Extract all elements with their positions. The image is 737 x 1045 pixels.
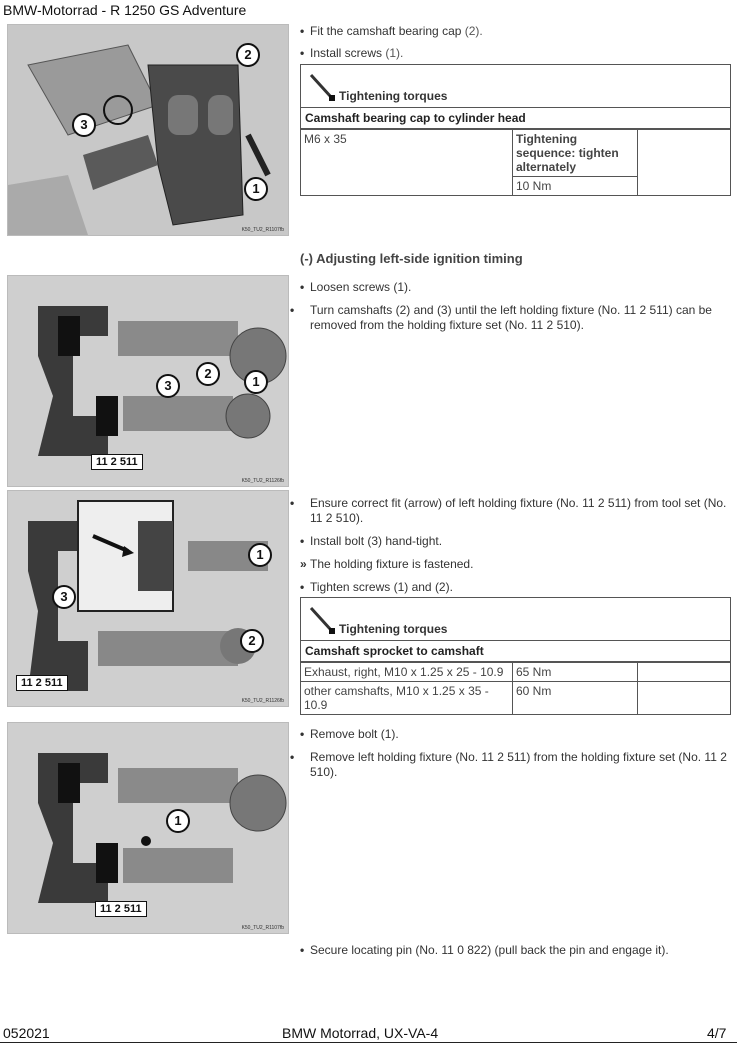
step-loosen-screws: • Loosen screws (1). — [300, 280, 412, 294]
footer-divider — [0, 1042, 737, 1043]
engine-illustration — [8, 491, 288, 706]
step-turn-camshafts: • Turn camshafts (2) and (3) until the left holding fixture (No. 11 2 511) can be removed from the holding fixture set (No. 11 2 510). — [290, 303, 712, 332]
step-secure-locating-pin: • Secure locating pin (No. 11 0 822) (pull back the pin and engage it). — [300, 943, 669, 957]
footer-date: 052021 — [3, 1025, 50, 1041]
callout-1: 1 — [244, 370, 268, 394]
tool-number-label: 11 2 511 — [16, 675, 68, 691]
wrench-icon — [309, 606, 337, 636]
figure-camshaft-bearing-cap — [7, 24, 289, 236]
engine-illustration — [8, 723, 288, 933]
tool-number-label: 11 2 511 — [91, 454, 143, 470]
callout-1: 1 — [244, 177, 268, 201]
step-result-fixture-fastened: » The holding fixture is fastened. — [300, 557, 474, 571]
callout-2: 2 — [196, 362, 220, 386]
callout-2: 2 — [236, 43, 260, 67]
torque-table-bearing-cap — [300, 64, 731, 196]
table-row: other camshafts, M10 x 1.25 x 35 - 10.9 60 Nm — [301, 682, 730, 715]
step-remove-fixture: • Remove left holding fixture (No. 11 2 511) from the holding fixture set (No. 11 2 510). — [290, 750, 727, 779]
step-install-bolt: • Install bolt (3) hand-tight. — [300, 534, 443, 548]
footer-page-number: 4/7 — [707, 1025, 727, 1041]
step-install-screws: • Install screws (1). — [300, 46, 404, 60]
torque-table-heading: Tightening torques — [301, 598, 730, 641]
callout-3: 3 — [156, 374, 180, 398]
torque-values-table — [301, 129, 730, 195]
tool-number-label: 11 2 511 — [95, 901, 147, 917]
document-header: BMW-Motorrad - R 1250 GS Adventure — [3, 2, 247, 18]
callout-3: 3 — [72, 113, 96, 137]
torque-sequence: Tightening sequence: tighten alternately — [513, 130, 638, 177]
callout-1: 1 — [248, 543, 272, 567]
step-ensure-fit: • Ensure correct fit (arrow) of left holding fixture (No. 11 2 511) from tool set (No. 11 2 510). — [290, 496, 727, 525]
step-remove-bolt: • Remove bolt (1). — [300, 727, 399, 741]
torque-value: 10 Nm — [513, 177, 638, 196]
torque-table-heading: Tightening torques — [301, 65, 730, 108]
callout-1: 1 — [166, 809, 190, 833]
torque-spec: M6 x 35 — [301, 130, 513, 196]
torque-table-sprocket — [300, 597, 731, 715]
wrench-icon — [309, 73, 337, 103]
torque-component: Camshaft bearing cap to cylinder head — [301, 108, 730, 129]
footer-title: BMW Motorrad, UX-VA-4 — [282, 1025, 439, 1041]
step-tighten-screws: • Tighten screws (1) and (2). — [300, 580, 453, 594]
table-row: Exhaust, right, M10 x 1.25 x 25 - 10.9 65 Nm — [301, 663, 730, 682]
figure-left-holding-fixture-removal — [7, 275, 289, 487]
callout-3: 3 — [52, 585, 76, 609]
figure-remove-bolt — [7, 722, 289, 934]
torque-component: Camshaft sprocket to camshaft — [301, 641, 730, 662]
figure-code: K50_TU2_R1126fb — [241, 698, 284, 704]
figure-holding-fixture-fit — [7, 490, 289, 707]
torque-values-table — [301, 662, 730, 714]
figure-code: K50_TU2_R1107fb — [241, 925, 284, 931]
section-title: (-) Adjusting left-side ignition timing — [300, 251, 523, 266]
figure-code: K50_TU2_R1126fb — [241, 478, 284, 484]
figure-code: K50_TU2_R1107fb — [241, 227, 284, 233]
step-fit-bearing-cap: • Fit the camshaft bearing cap (2). — [300, 24, 483, 38]
callout-2: 2 — [240, 629, 264, 653]
